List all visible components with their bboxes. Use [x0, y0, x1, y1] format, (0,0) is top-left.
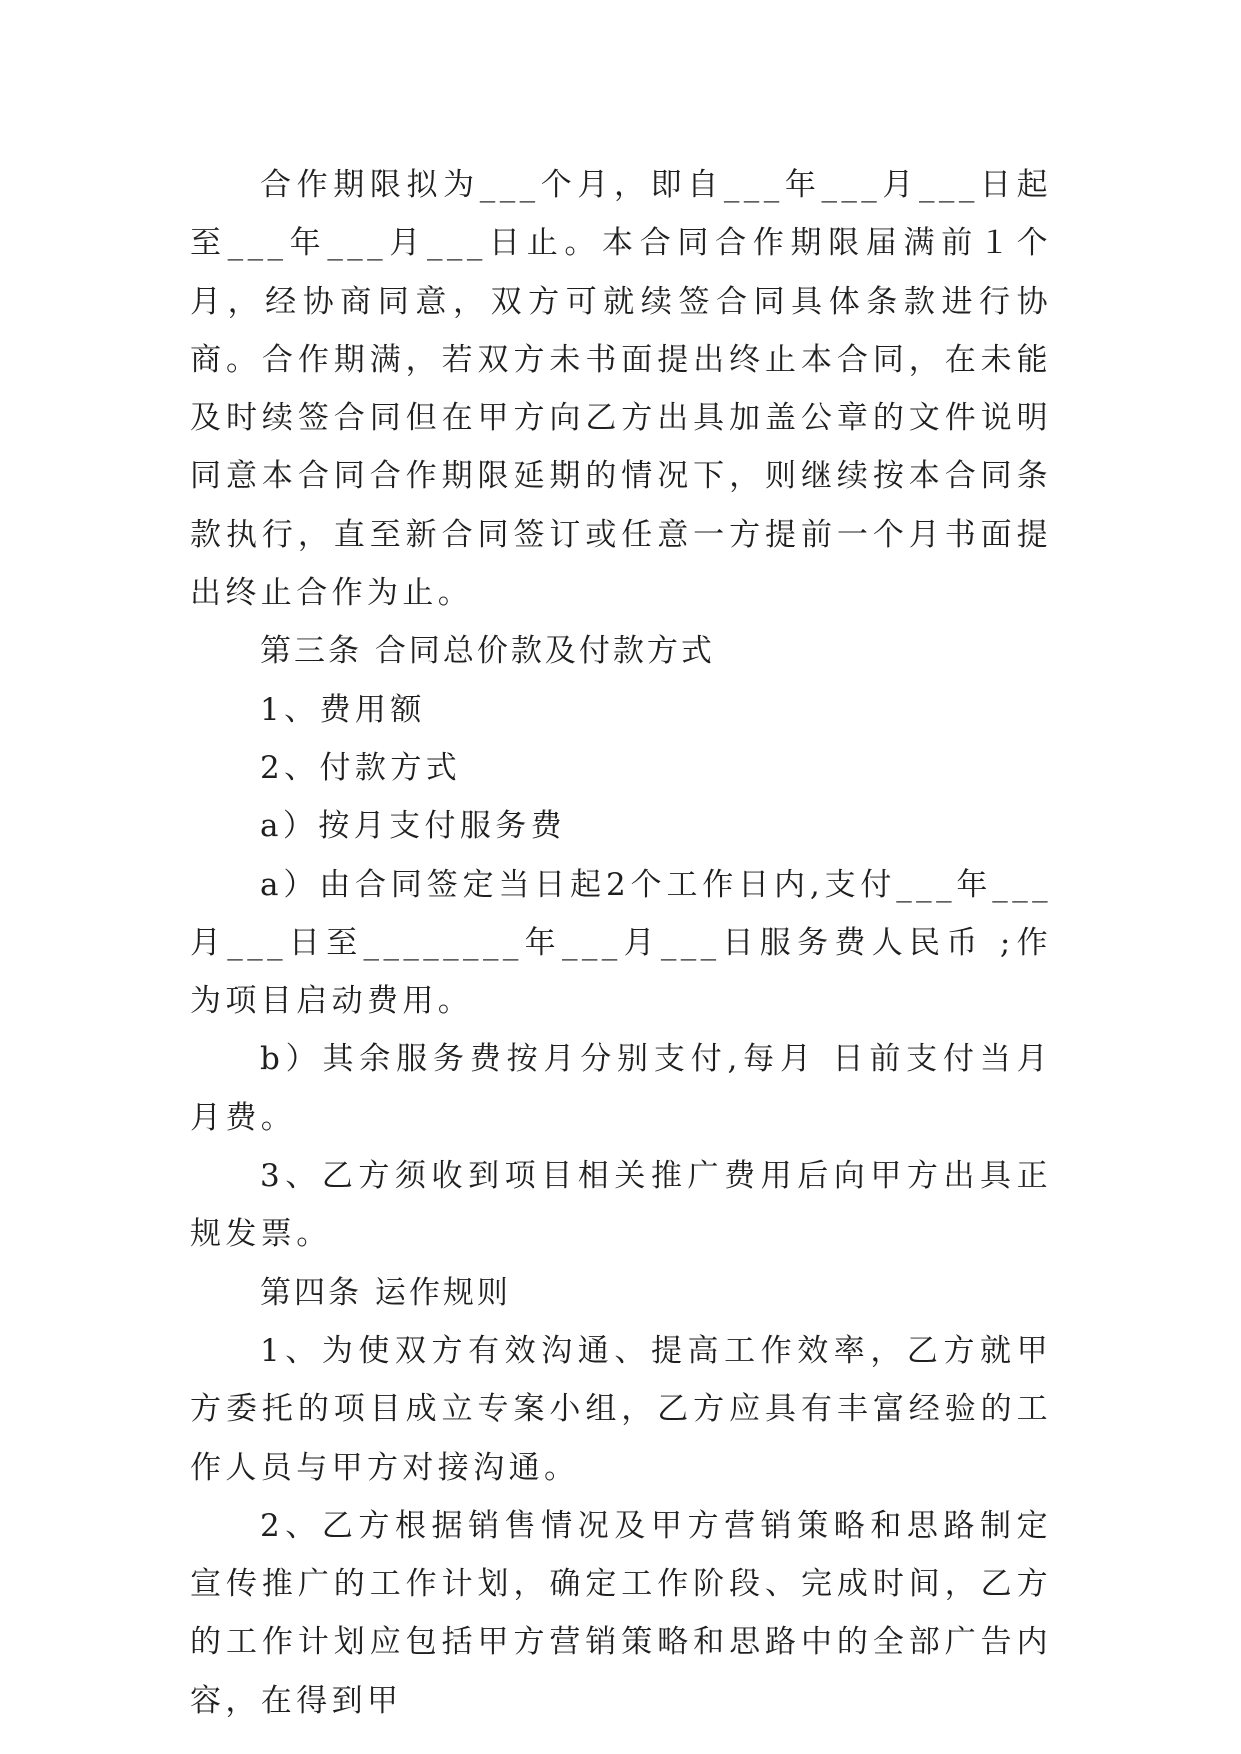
paragraph-project-team: 1、为使双方有效沟通、提高工作效率，乙方就甲方委托的项目成立专案小组，乙方应具有丰富经验的工作人员与甲方对接沟通。: [190, 1332, 1052, 1486]
paragraph-fee-amount: 1、费用额: [260, 691, 426, 728]
paragraph-monthly-service-fee: a）按月支付服务费: [260, 808, 567, 845]
contract-body: [190, 156, 1052, 1730]
paragraph-work-plan: 2、乙方根据销售情况及甲方营销策略和思路制定宣传推广的工作计划，确定工作阶段、完成时间，乙方的工作计划应包括甲方营销策略和思路中的全部广告内容，在得到甲: [190, 1507, 1052, 1719]
section-heading-article-4: 第四条 运作规则: [260, 1274, 511, 1311]
paragraph-payment-method: 2、付款方式: [260, 749, 462, 786]
section-heading-article-3: 第三条 合同总价款及付款方式: [260, 633, 715, 670]
paragraph-remaining-fees: b）其余服务费按月分别支付,每月 日前支付当月月费。: [190, 1041, 1052, 1136]
paragraph-invoice: 3、乙方须收到项目相关推广费用后向甲方出具正规发票。: [190, 1158, 1052, 1253]
paragraph-startup-fee: a）由合同签定当日起2个工作日内,支付___年___月___日至________年___月___日服务费人民币 ;作为项目启动费用。: [190, 866, 1052, 1020]
paragraph-cooperation-term: 合作期限拟为___个月，即自___年___月___日起至___年___月___日止。本合同合作期限届满前１个月，经协商同意，双方可就续签合同具体条款进行协商。合作期满，若双方未书面提出终止本合同，在未能及时续签合同但在甲方向乙方出具加盖公章的文件说明同意本合同合作期限延期的情况下，则继续按本合同条款执行，直至新合同签订或任意一方提前一个月书面提出终止合作为止。: [190, 167, 1052, 612]
